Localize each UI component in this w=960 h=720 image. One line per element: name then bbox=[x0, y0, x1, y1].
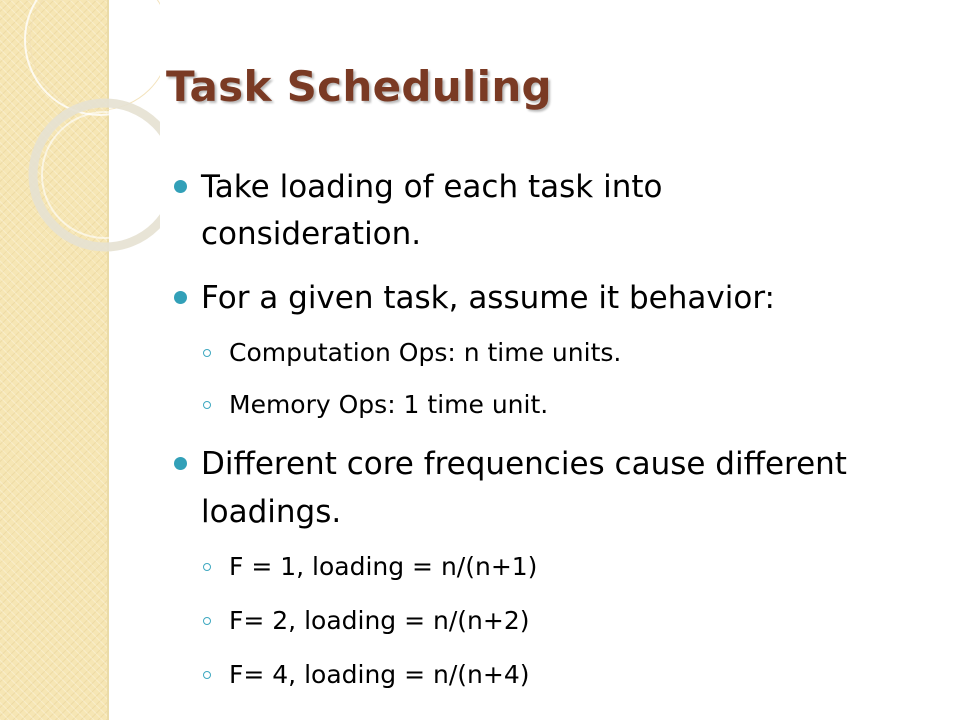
bullet-text: For a given task, assume it behavior: bbox=[201, 280, 775, 316]
bullet-text-continued: consideration. bbox=[201, 216, 422, 252]
sub-item-text: F = 1, loading = n/(n+1) bbox=[229, 552, 538, 581]
sub-bullet-ring bbox=[203, 617, 211, 625]
sub-bullet-ring bbox=[203, 401, 211, 409]
slide-title: Task Scheduling bbox=[166, 62, 552, 111]
bullet-text-continued: loadings. bbox=[201, 494, 342, 530]
decorative-circles bbox=[0, 0, 160, 280]
bullet-dot bbox=[174, 180, 187, 193]
sub-bullet-ring bbox=[203, 349, 211, 357]
bullet-dot bbox=[174, 457, 187, 470]
bullet-text: Different core frequencies cause different bbox=[201, 446, 847, 482]
sub-item-text: Computation Ops: n time units. bbox=[229, 338, 622, 367]
sub-bullet-ring bbox=[203, 563, 211, 571]
sub-item-text: F= 2, loading = n/(n+2) bbox=[229, 606, 530, 635]
sub-bullet-ring bbox=[203, 671, 211, 679]
sub-item-text: Memory Ops: 1 time unit. bbox=[229, 390, 549, 419]
bullet-text: Take loading of each task into bbox=[201, 169, 663, 205]
sub-item-text: F= 4, loading = n/(n+4) bbox=[229, 660, 530, 689]
bullet-dot bbox=[174, 291, 187, 304]
